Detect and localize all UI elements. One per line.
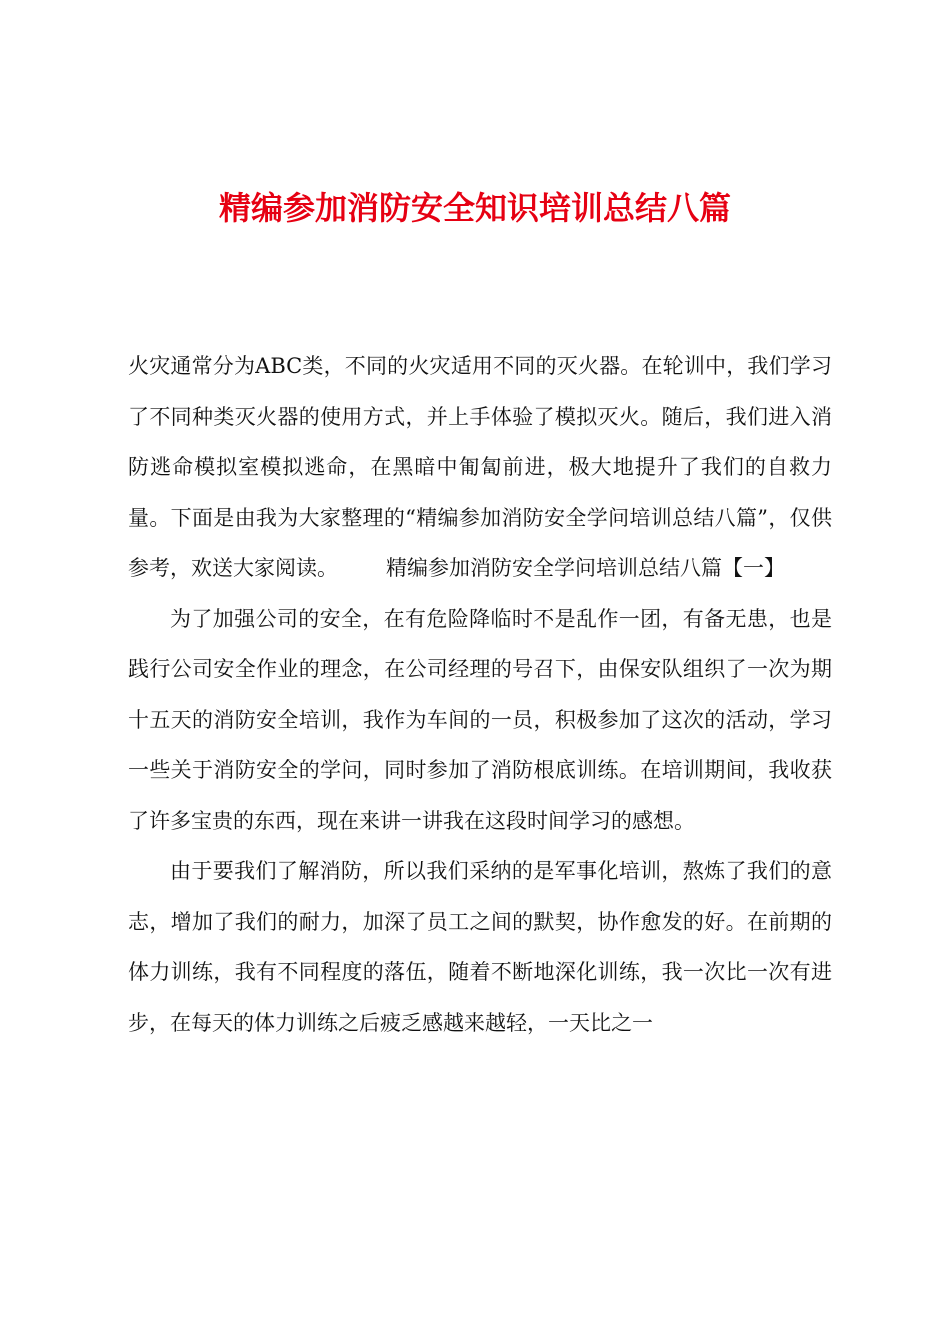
document-title: 精编参加消防安全知识培训总结八篇	[218, 189, 731, 227]
document-body	[128, 341, 832, 1048]
body-paragraph-1: 为了加强公司的安全，在有危险降临时不是乱作一团，有备无患，也是践行公司安全作业的理念，在公司经理的号召下，由保安队组织了一次为期十五天的消防安全培训，我作为车间的一员，积极参加了这次的活动，学习一些关于消防安全的学问，同时参加了消防根底训练。在培训期间，我收获了许多宝贵的东西，现在来讲一讲我在这段时间学习的感想。	[128, 606, 832, 833]
intro-text: 火灾通常分为ABC类，不同的火灾适用不同的灭火器。在轮训中，我们学习了不同种类灭火器的使用方式，并上手体验了模拟灭火。随后，我们进入消防逃命模拟室模拟逃命，在黑暗中匍匐前进，极大地提升了我们的自救力量。下面是由我为大家整理的“精编参加消防安全学问培训总结八篇”，仅供参考，欢送大家阅读。	[128, 354, 832, 580]
intro-paragraph	[128, 341, 832, 594]
section-heading: 精编参加消防安全学问培训总结八篇【一】	[386, 556, 785, 580]
body-paragraph-2: 由于要我们了解消防，所以我们采纳的是军事化培训，熬炼了我们的意志，增加了我们的耐力，加深了员工之间的默契，协作愈发的好。在前期的体力训练，我有不同程度的落伍，随着不断地深化训练，我一次比一次有进步，在每天的体力训练之后疲乏感越来越轻，一天比之一	[128, 859, 832, 1035]
